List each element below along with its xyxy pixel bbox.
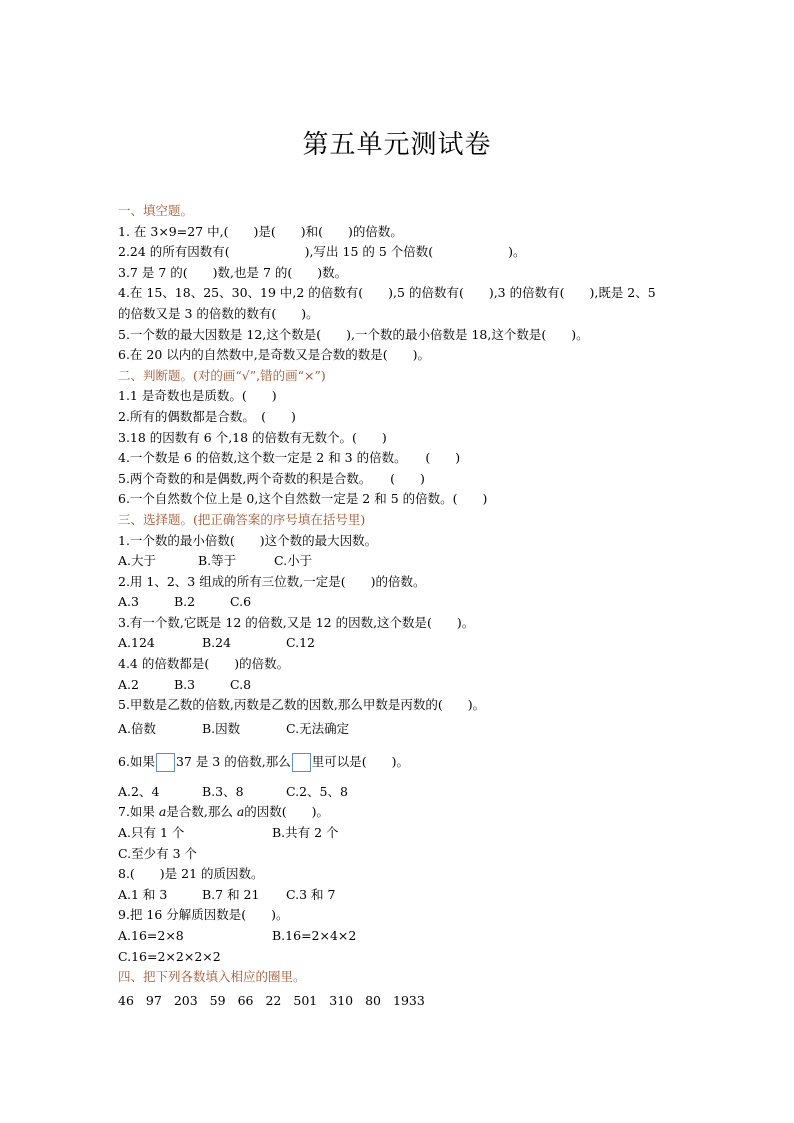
number-item: 22 (265, 992, 282, 1008)
number-item: 310 (329, 992, 354, 1008)
page-title: 第五单元测试卷 (302, 130, 492, 160)
judge-question-5: 5.两个奇数的和是偶数,两个奇数的积是合数。 ( ) (118, 470, 425, 486)
option-a: A.只有 1 个 (118, 825, 185, 841)
option-b: B.3、8 (202, 783, 244, 799)
option-c: C.小于 (274, 553, 313, 569)
q7-text-start: 7.如果 (118, 804, 159, 820)
fill-question-4-line2: 的倍数又是 3 的倍数的数有( )。 (118, 305, 319, 321)
number-item: 203 (173, 992, 198, 1008)
option-c: C.无法确定 (286, 720, 350, 736)
option-a: A.2、4 (118, 783, 160, 799)
option-b: B.因数 (202, 720, 241, 736)
option-c: C.2、5、8 (286, 783, 348, 799)
fill-question-6: 6.在 20 以内的自然数中,是奇数又是合数的数是( )。 (118, 347, 431, 363)
judge-question-4: 4.一个数是 6 的倍数,这个数一定是 2 和 3 的倍数。 ( ) (118, 450, 461, 466)
variable-a: a (236, 804, 245, 820)
option-c: C.8 (230, 676, 252, 692)
choice-question-9: 9.把 16 分解质因数是( )。 (118, 907, 289, 923)
option-c: C.至少有 3 个 (118, 845, 197, 861)
judge-question-3: 3.18 的因数有 6 个,18 的倍数有无数个。( ) (118, 429, 387, 445)
choice-options-9-cont (118, 947, 698, 968)
section-heading-judge: 二、判断题。(对的画“√”,错的画“×”) (118, 367, 326, 383)
number-list (118, 988, 698, 1013)
option-b: B.3 (174, 676, 196, 692)
option-a: A.倍数 (118, 720, 157, 736)
choice-question-6 (118, 741, 698, 782)
choice-options-3 (118, 633, 698, 654)
judge-question-2: 2.所有的偶数都是合数。 ( ) (118, 408, 296, 424)
option-b: B.等于 (198, 553, 237, 569)
q6-text-middle: 37 是 3 的倍数,那么 (175, 753, 291, 769)
blank-box (156, 753, 175, 772)
q6-text-end: 里可以是( )。 (311, 753, 409, 769)
q7-text-end: 的因数( )。 (244, 804, 330, 820)
choice-question-7 (118, 802, 698, 823)
judge-question-6: 6.一个自然数个位上是 0,这个自然数一定是 2 和 5 的倍数。( ) (118, 491, 488, 507)
q6-text-start: 6.如果 (118, 753, 155, 769)
blank-box (292, 753, 311, 772)
choice-question-3: 3.有一个数,它既是 12 的倍数,又是 12 的因数,这个数是( )。 (118, 614, 475, 630)
option-b: B.7 和 21 (202, 886, 260, 902)
choice-options-9 (118, 926, 698, 947)
option-a: A.124 (118, 635, 155, 651)
option-a: A.1 和 3 (118, 886, 168, 902)
option-c: C.3 和 7 (286, 886, 336, 902)
number-item: 66 (237, 992, 254, 1008)
choice-options-1 (118, 551, 698, 572)
choice-question-8: 8.( )是 21 的质因数。 (118, 866, 264, 882)
option-b: B.24 (202, 635, 232, 651)
option-b: B.16=2×4×2 (272, 928, 357, 943)
choice-question-5: 5.甲数是乙数的倍数,丙数是乙数的因数,那么甲数是丙数的( )。 (118, 697, 486, 713)
fill-question-5: 5.一个数的最大因数是 12,这个数是( ),一个数的最小倍数是 18,这个数是( )。 (118, 326, 589, 342)
choice-options-5 (118, 716, 698, 741)
choice-question-2: 2.用 1、2、3 组成的所有三位数,一定是( )的倍数。 (118, 573, 426, 589)
option-a: A.大于 (118, 553, 157, 569)
judge-question-1: 1.1 是奇数也是质数。( ) (118, 388, 277, 404)
option-a: A.16=2×8 (118, 928, 184, 943)
choice-options-2 (118, 592, 698, 613)
fill-question-1: 1. 在 3×9=27 中,( )是( )和( )的倍数。 (118, 223, 403, 239)
choice-question-1: 1.一个数的最小倍数( )这个数的最大因数。 (118, 532, 378, 548)
option-a: A.3 (118, 594, 139, 610)
section-heading-circle: 四、把下列各数填入相应的圈里。 (118, 969, 306, 985)
option-c: C.16=2×2×2×2 (118, 948, 221, 964)
variable-a: a (158, 804, 167, 820)
number-item: 1933 (393, 992, 425, 1008)
choice-options-7 (118, 823, 698, 844)
option-a: A.2 (118, 676, 139, 692)
number-item: 59 (209, 992, 226, 1008)
number-item: 46 (118, 992, 134, 1008)
fill-question-3: 3.7 是 7 的( )数,也是 7 的( )数。 (118, 264, 348, 280)
option-c: C.6 (230, 594, 252, 610)
fill-question-4-line1: 4.在 15、18、25、30、19 中,2 的倍数有( ),5 的倍数有( ),3 的倍数有( ),既是 2、5 (118, 285, 656, 301)
number-item: 97 (145, 992, 162, 1008)
choice-options-6 (118, 782, 698, 803)
option-b: B.2 (174, 594, 196, 610)
number-item: 501 (293, 992, 318, 1008)
choice-question-4: 4.4 的倍数都是( )的倍数。 (118, 656, 290, 672)
exam-content (118, 201, 698, 1013)
section-heading-choice: 三、选择题。(把正确答案的序号填在括号里) (118, 511, 366, 527)
option-b: B.共有 2 个 (272, 825, 339, 841)
section-heading-fill: 一、填空题。 (118, 203, 194, 218)
q7-text-middle: 是合数,那么 (166, 804, 237, 820)
choice-options-8 (118, 885, 698, 906)
choice-options-4 (118, 675, 698, 696)
number-item: 80 (365, 992, 382, 1008)
option-c: C.12 (286, 635, 315, 651)
choice-options-7-cont (118, 844, 698, 865)
fill-question-2: 2.24 的所有因数有( ),写出 15 的 5 个倍数( )。 (118, 244, 526, 260)
